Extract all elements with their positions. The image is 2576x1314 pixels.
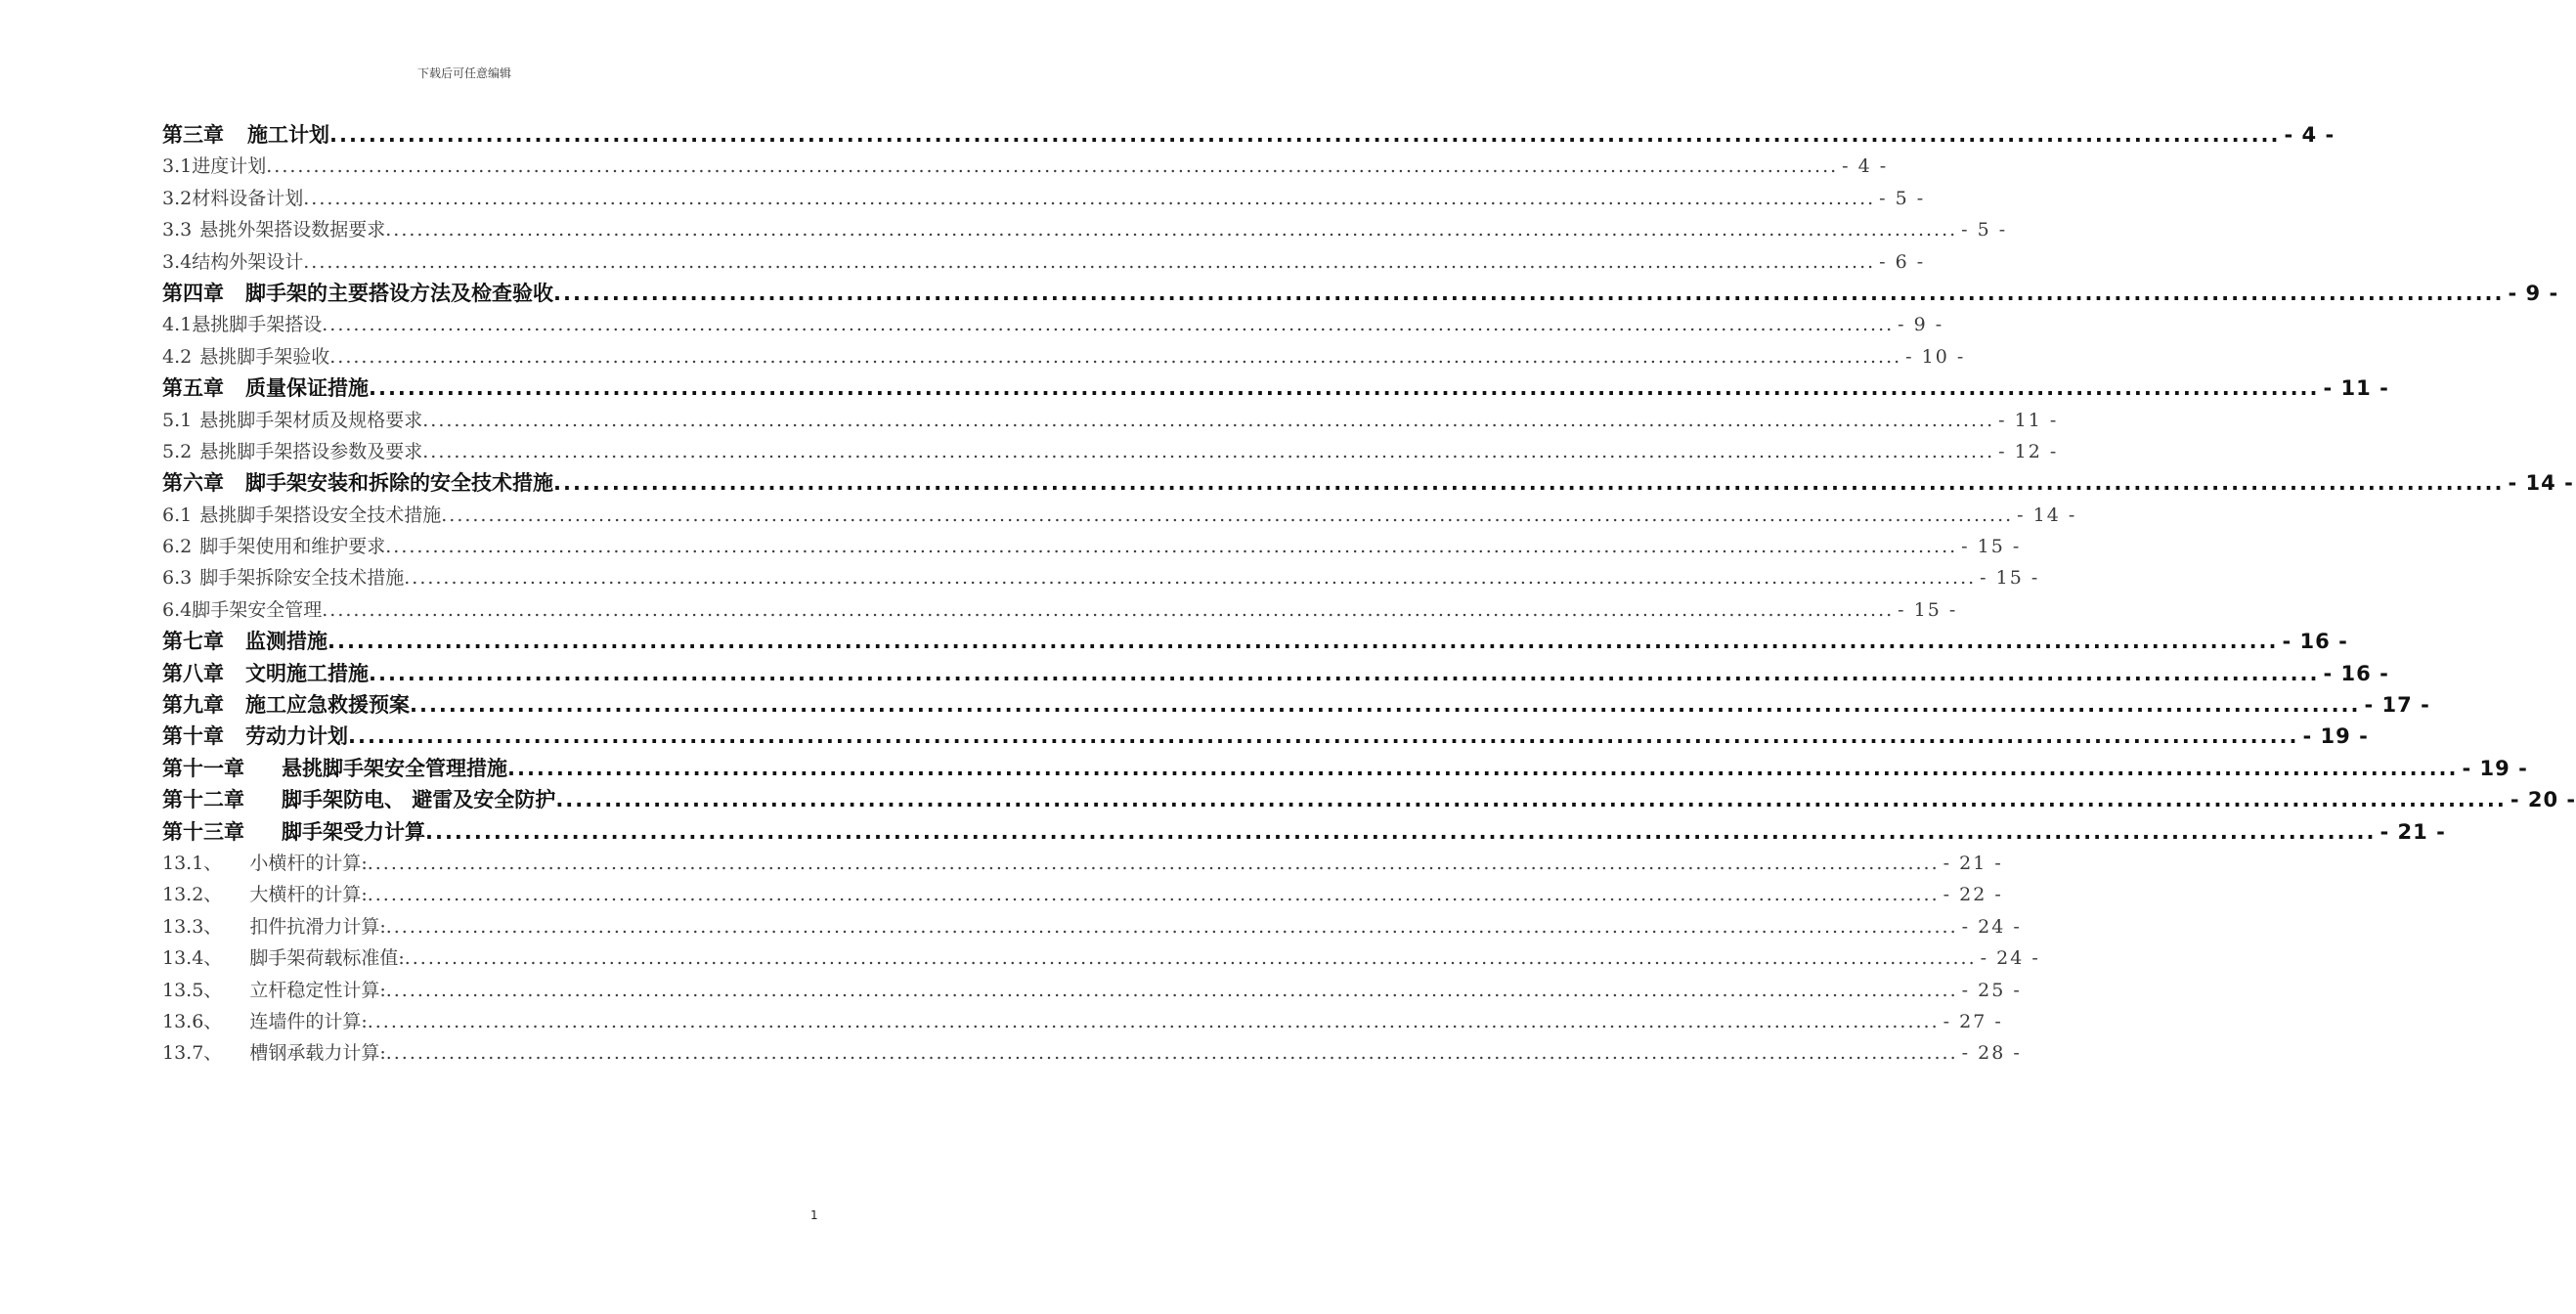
toc-entry-title: 脚手架拆除安全技术措施 bbox=[199, 567, 405, 590]
toc-entry-title: 悬挑脚手架安全管理措施 bbox=[282, 756, 507, 780]
toc-chapter-entry[interactable] bbox=[162, 467, 2574, 499]
toc-entry-title: 脚手架受力计算 bbox=[282, 819, 425, 844]
toc-leader-dots: ........................................................................................................................................................................................................ bbox=[348, 724, 2299, 749]
toc-section-entry[interactable] bbox=[162, 942, 2040, 974]
toc-section-entry[interactable] bbox=[162, 848, 2003, 879]
toc-entry-number: 4.1 bbox=[162, 314, 193, 336]
toc-entry-number: 第六章 bbox=[162, 471, 224, 496]
toc-leader-dots: ........................................................................................................................................................................................................ bbox=[425, 819, 2377, 844]
toc-leader-dots: ........................................................................................................................................................................................................ bbox=[385, 536, 1958, 558]
toc-leader-dots: ........................................................................................................................................................................................................ bbox=[555, 788, 2507, 812]
toc-leader-dots: ........................................................................................................................................................................................................ bbox=[322, 598, 1895, 621]
toc-page-number: - 25 - bbox=[1961, 979, 2022, 1001]
toc-entry-title: 悬挑脚手架验收 bbox=[199, 345, 330, 368]
toc-entry-title: 悬挑脚手架搭设安全技术措施 bbox=[199, 504, 442, 526]
toc-leader-dots: ........................................................................................................................................................................................................ bbox=[422, 409, 1995, 431]
toc-entry-number: 第五章 bbox=[162, 376, 224, 401]
toc-chapter-entry[interactable] bbox=[162, 816, 2446, 848]
toc-leader-dots: ........................................................................................................................................................................................................ bbox=[553, 471, 2505, 496]
toc-leader-dots: ........................................................................................................................................................................................................ bbox=[441, 504, 2014, 526]
toc-page-number: - 10 - bbox=[1905, 345, 1966, 368]
toc-page-number: - 24 - bbox=[1980, 947, 2040, 970]
toc-page-number: - 16 - bbox=[2323, 661, 2389, 685]
page-header: 下载后可任意编辑 bbox=[416, 66, 511, 80]
toc-page-number: - 20 - bbox=[2510, 788, 2576, 812]
toc-chapter-entry[interactable] bbox=[162, 119, 2336, 151]
toc-entry-number: 第十一章 bbox=[162, 756, 244, 780]
toc-entry-number: 第三章 bbox=[162, 123, 224, 147]
toc-leader-dots: ........................................................................................................................................................................................................ bbox=[385, 1042, 1958, 1065]
toc-entry-number: 13.7、 bbox=[162, 1042, 223, 1065]
toc-entry-title: 进度计划 bbox=[192, 155, 267, 178]
toc-entry-title: 施工计划 bbox=[247, 123, 329, 147]
toc-page-number: - 5 - bbox=[1961, 219, 2008, 241]
toc-section-entry[interactable] bbox=[162, 1006, 2003, 1037]
toc-entry-title: 结构外架设计 bbox=[192, 250, 304, 273]
toc-section-entry[interactable] bbox=[162, 531, 2022, 562]
toc-page-number: - 5 - bbox=[1879, 187, 1926, 209]
toc-leader-dots: ........................................................................................................................................................................................................ bbox=[266, 155, 1839, 178]
toc-entry-title: 连墙件的计算: bbox=[249, 1010, 368, 1032]
toc-entry-title: 脚手架荷载标准值: bbox=[249, 947, 405, 970]
toc-entry-title: 质量保证措施 bbox=[245, 376, 369, 401]
toc-page-number: - 6 - bbox=[1879, 250, 1926, 273]
toc-section-entry[interactable] bbox=[162, 151, 1889, 182]
toc-entry-number: 第十章 bbox=[162, 724, 224, 749]
toc-entry-title: 立杆稳定性计算: bbox=[249, 979, 386, 1001]
toc-entry-title: 监测措施 bbox=[245, 630, 327, 654]
toc-section-entry[interactable] bbox=[162, 246, 1926, 278]
toc-leader-dots: ........................................................................................................................................................................................................ bbox=[422, 440, 1995, 462]
toc-entry-title: 悬挑脚手架搭设 bbox=[192, 314, 323, 336]
toc-page-number: - 14 - bbox=[2017, 504, 2077, 526]
toc-entry-title: 脚手架安装和拆除的安全技术措施 bbox=[245, 471, 553, 496]
toc-chapter-entry[interactable] bbox=[162, 689, 2430, 721]
toc-page-number: - 15 - bbox=[1980, 567, 2040, 590]
toc-page-number: - 4 - bbox=[2284, 123, 2336, 147]
toc-section-entry[interactable] bbox=[162, 562, 2040, 593]
toc-entry-title: 悬挑脚手架材质及规格要求 bbox=[199, 409, 423, 431]
toc-section-entry[interactable] bbox=[162, 911, 2022, 942]
toc-entry-title: 扣件抗滑力计算: bbox=[249, 915, 386, 938]
page-number: 1 bbox=[810, 1208, 818, 1222]
toc-section-entry[interactable] bbox=[162, 975, 2022, 1006]
toc-section-entry[interactable] bbox=[162, 309, 1944, 340]
toc-page-number: - 19 - bbox=[2302, 724, 2369, 749]
toc-page-number: - 9 - bbox=[2508, 281, 2559, 305]
toc-leader-dots: ........................................................................................................................................................................................................ bbox=[369, 661, 2320, 685]
toc-entry-title: 槽钢承载力计算: bbox=[249, 1042, 386, 1065]
toc-section-entry[interactable] bbox=[162, 405, 2059, 436]
toc-entry-number: 13.5、 bbox=[162, 979, 223, 1001]
toc-entry-title: 脚手架防电、 避雷及安全防护 bbox=[282, 788, 556, 812]
toc-entry-number: 第十二章 bbox=[162, 788, 244, 812]
toc-chapter-entry[interactable] bbox=[162, 626, 2348, 657]
toc-leader-dots: ........................................................................................................................................................................................................ bbox=[385, 915, 1958, 938]
toc-leader-dots: ........................................................................................................................................................................................................ bbox=[385, 979, 1958, 1001]
toc-section-entry[interactable] bbox=[162, 436, 2059, 467]
toc-chapter-entry[interactable] bbox=[162, 784, 2576, 815]
toc-chapter-entry[interactable] bbox=[162, 753, 2528, 784]
toc-entry-number: 6.1 bbox=[162, 504, 193, 526]
toc-chapter-entry[interactable] bbox=[162, 278, 2559, 309]
toc-page-number: - 11 - bbox=[2323, 376, 2389, 401]
toc-leader-dots: ........................................................................................................................................................................................................ bbox=[507, 756, 2459, 780]
toc-entry-number: 13.1、 bbox=[162, 852, 223, 874]
toc-entry-number: 第四章 bbox=[162, 281, 224, 305]
toc-page-number: - 19 - bbox=[2462, 756, 2528, 780]
toc-leader-dots: ........................................................................................................................................................................................................ bbox=[369, 376, 2320, 401]
toc-leader-dots: ........................................................................................................................................................................................................ bbox=[404, 567, 1977, 590]
toc-page-number: - 21 - bbox=[1943, 852, 2003, 874]
toc-leader-dots: ........................................................................................................................................................................................................ bbox=[553, 281, 2505, 305]
toc-entry-number: 6.4 bbox=[162, 598, 193, 621]
toc-entry-title: 脚手架安全管理 bbox=[192, 598, 323, 621]
toc-page-number: - 28 - bbox=[1961, 1042, 2022, 1065]
toc-page-number: - 15 - bbox=[1898, 598, 1958, 621]
toc-leader-dots: ........................................................................................................................................................................................................ bbox=[303, 187, 1876, 209]
toc-entry-title: 脚手架使用和维护要求 bbox=[199, 536, 386, 558]
toc-page-number: - 24 - bbox=[1961, 915, 2022, 938]
toc-leader-dots: ........................................................................................................................................................................................................ bbox=[303, 250, 1876, 273]
table-of-contents bbox=[162, 119, 2576, 1070]
toc-page-number: - 11 - bbox=[1998, 409, 2059, 431]
toc-section-entry[interactable] bbox=[162, 214, 2008, 245]
toc-entry-number: 第九章 bbox=[162, 693, 224, 718]
toc-page-number: - 14 - bbox=[2508, 471, 2574, 496]
toc-entry-number: 6.3 bbox=[162, 567, 193, 590]
toc-page-number: - 17 - bbox=[2364, 693, 2430, 718]
toc-section-entry[interactable] bbox=[162, 183, 1926, 214]
toc-leader-dots: ........................................................................................................................................................................................................ bbox=[367, 852, 1940, 874]
toc-entry-title: 文明施工措施 bbox=[245, 661, 369, 685]
toc-entry-number: 13.4、 bbox=[162, 947, 223, 970]
toc-leader-dots: ........................................................................................................................................................................................................ bbox=[322, 314, 1895, 336]
toc-section-entry[interactable] bbox=[162, 1037, 2022, 1069]
toc-page-number: - 12 - bbox=[1998, 440, 2059, 462]
toc-entry-number: 5.2 bbox=[162, 440, 193, 462]
toc-leader-dots: ........................................................................................................................................................................................................ bbox=[329, 345, 1902, 368]
toc-page-number: - 16 - bbox=[2282, 630, 2348, 654]
toc-entry-title: 施工应急救援预案 bbox=[245, 693, 410, 718]
toc-section-entry[interactable] bbox=[162, 879, 2003, 910]
toc-entry-title: 悬挑外架搭设数据要求 bbox=[199, 219, 386, 241]
toc-leader-dots: ........................................................................................................................................................................................................ bbox=[329, 123, 2281, 147]
toc-leader-dots: ........................................................................................................................................................................................................ bbox=[327, 630, 2279, 654]
toc-entry-title: 悬挑脚手架搭设参数及要求 bbox=[199, 440, 423, 462]
toc-chapter-entry[interactable] bbox=[162, 372, 2389, 404]
toc-leader-dots: ........................................................................................................................................................................................................ bbox=[385, 219, 1958, 241]
toc-entry-number: 6.2 bbox=[162, 536, 193, 558]
toc-entry-title: 脚手架的主要搭设方法及检查验收 bbox=[245, 281, 553, 305]
toc-entry-number: 5.1 bbox=[162, 409, 193, 431]
toc-page-number: - 22 - bbox=[1943, 884, 2003, 906]
toc-chapter-entry[interactable] bbox=[162, 658, 2389, 689]
toc-section-entry[interactable] bbox=[162, 500, 2077, 531]
toc-page-number: - 21 - bbox=[2380, 819, 2446, 844]
toc-entry-number: 3.1 bbox=[162, 155, 193, 178]
toc-chapter-entry[interactable] bbox=[162, 721, 2369, 752]
toc-page-number: - 9 - bbox=[1898, 314, 1944, 336]
toc-entry-number: 第八章 bbox=[162, 661, 224, 685]
toc-leader-dots: ........................................................................................................................................................................................................ bbox=[367, 884, 1940, 906]
toc-entry-number: 4.2 bbox=[162, 345, 193, 368]
toc-page-number: - 15 - bbox=[1961, 536, 2022, 558]
toc-leader-dots: ........................................................................................................................................................................................................ bbox=[367, 1010, 1940, 1032]
toc-leader-dots: ........................................................................................................................................................................................................ bbox=[410, 693, 2361, 718]
toc-entry-number: 13.2、 bbox=[162, 884, 223, 906]
toc-section-entry[interactable] bbox=[162, 594, 1958, 626]
toc-entry-number: 第十三章 bbox=[162, 819, 244, 844]
toc-page-number: - 27 - bbox=[1943, 1010, 2003, 1032]
toc-entry-number: 13.3、 bbox=[162, 915, 223, 938]
toc-section-entry[interactable] bbox=[162, 341, 1966, 372]
toc-entry-title: 大横杆的计算: bbox=[249, 884, 368, 906]
toc-entry-title: 劳动力计划 bbox=[245, 724, 348, 749]
toc-entry-number: 13.6、 bbox=[162, 1010, 223, 1032]
toc-leader-dots: ........................................................................................................................................................................................................ bbox=[404, 947, 1977, 970]
toc-entry-number: 3.3 bbox=[162, 219, 193, 241]
toc-entry-title: 小横杆的计算: bbox=[249, 852, 368, 874]
toc-entry-number: 3.2 bbox=[162, 187, 193, 209]
toc-page-number: - 4 - bbox=[1842, 155, 1889, 178]
toc-entry-number: 第七章 bbox=[162, 630, 224, 654]
toc-entry-number: 3.4 bbox=[162, 250, 193, 273]
toc-entry-title: 材料设备计划 bbox=[192, 187, 304, 209]
